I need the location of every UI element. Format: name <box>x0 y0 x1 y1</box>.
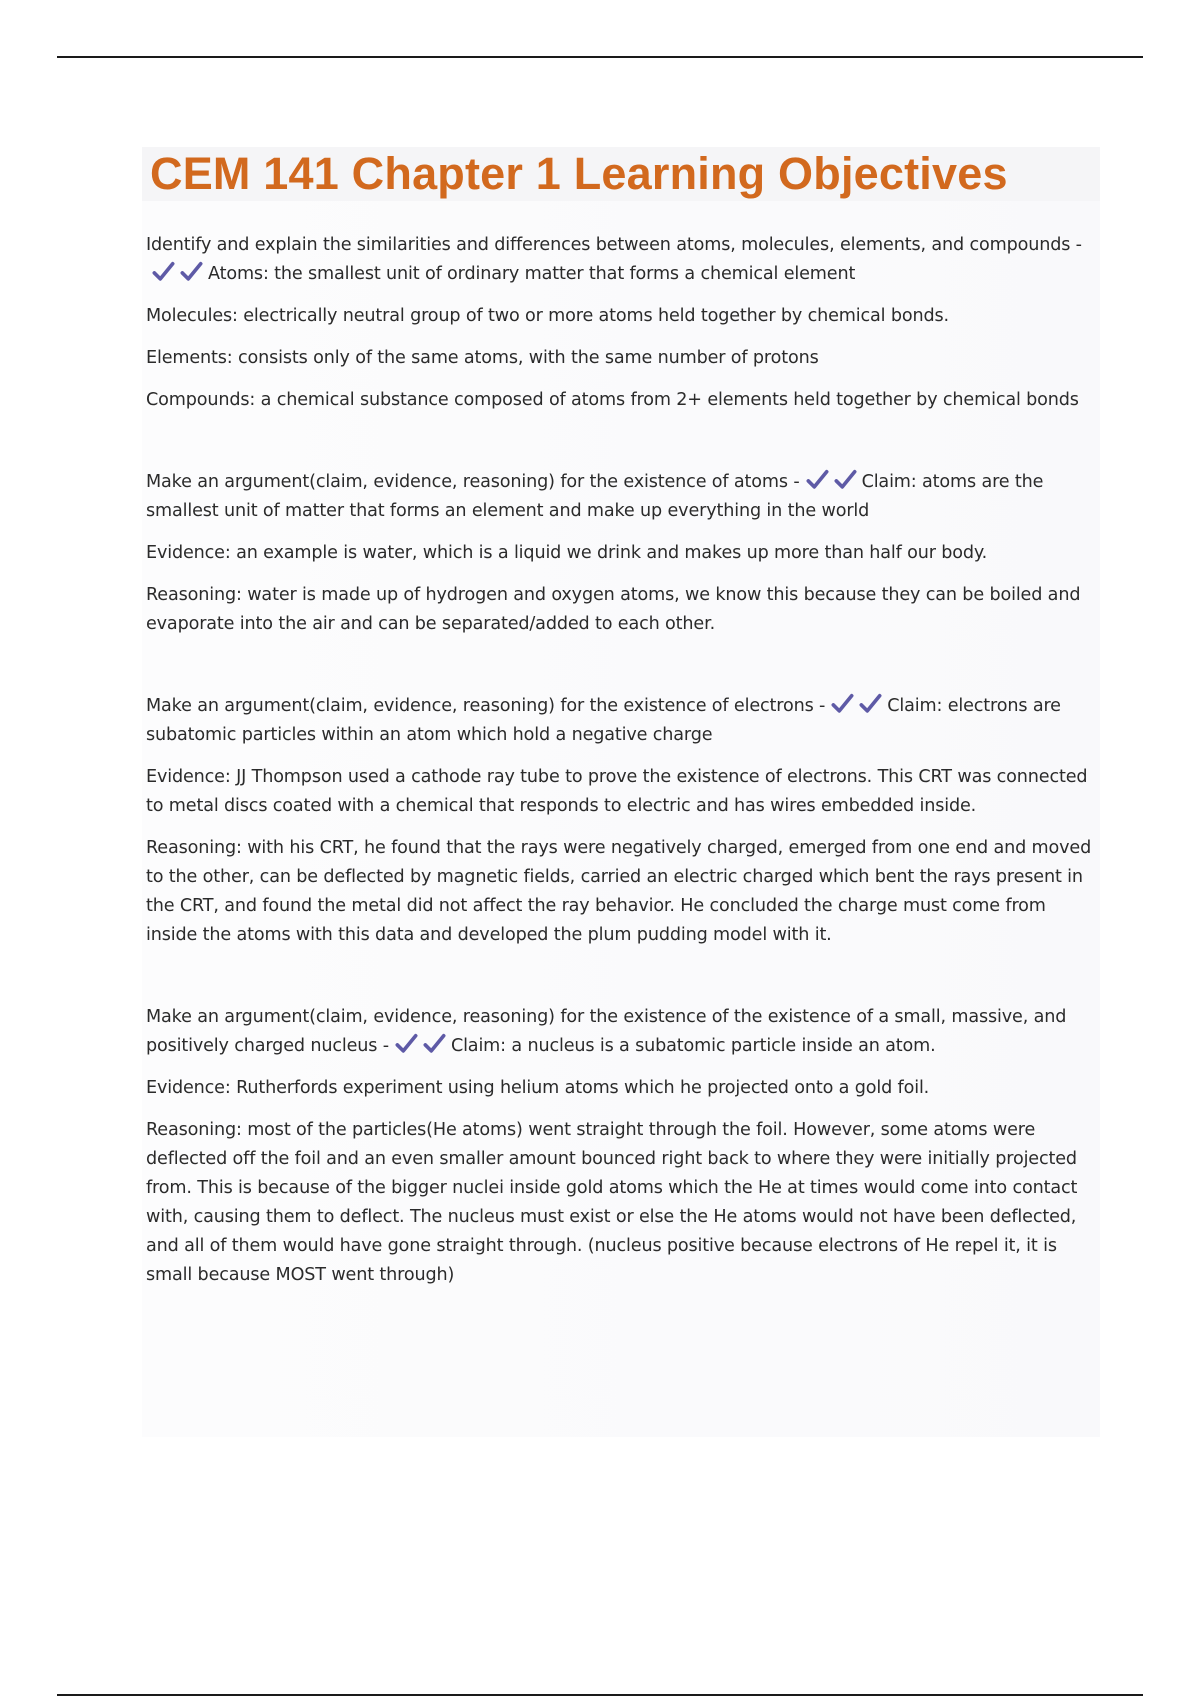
answer-lead: Claim: electrons are subatomic particles within an atom which hold a negative charge <box>146 696 1061 745</box>
answer-paragraph: Elements: consists only of the same atoms, with the same number of protons <box>146 348 819 368</box>
check-icon <box>834 469 857 491</box>
document-body <box>142 201 1100 1290</box>
answer-paragraph: Evidence: Rutherfords experiment using helium atoms which he projected onto a gold foil. <box>146 1078 930 1098</box>
check-icon <box>152 261 175 283</box>
question-paragraph <box>146 1003 1096 1061</box>
answer-paragraph: Reasoning: with his CRT, he found that the rays were negatively charged, emerged from one end and moved to the other, can be deflected by magnetic fields, carried an electric charged which bent the rays present in the CRT, and found the metal did not affect the ray behavior. He concluded the charge must come from inside the atoms with this data and developed the plum pudding model with it. <box>146 838 1092 945</box>
question-text: Make an argument(claim, evidence, reasoning) for the existence of the existence of a small, massive, and positively charged nucleus - <box>146 1007 1067 1056</box>
check-marks <box>806 469 857 491</box>
question-paragraph <box>146 468 1096 526</box>
section-atoms-argument <box>146 468 1096 639</box>
answer-paragraph: Compounds: a chemical substance composed of atoms from 2+ elements held together by chemical bonds <box>146 390 1079 410</box>
answer-paragraph: Evidence: JJ Thompson used a cathode ray tube to prove the existence of electrons. This CRT was connected to metal discs coated with a chemical that responds to electric and has wires embedded inside. <box>146 767 1088 816</box>
answer-paragraph: Reasoning: most of the particles(He atoms) went straight through the foil. However, some atoms were deflected off the foil and an even smaller amount bounced right back to where they were initially projected from. This is because of the bigger nuclei inside gold atoms which the He at times would come into contact with, causing them to deflect. The nucleus must exist or else the He atoms would not have been deflected, and all of them would have gone straight through. (nucleus positive because electrons of He repel it, it is small because MOST went through) <box>146 1120 1078 1285</box>
question-paragraph <box>146 692 1096 750</box>
document-content <box>142 147 1100 1437</box>
answer-paragraph: Evidence: an example is water, which is a liquid we drink and makes up more than half our body. <box>146 543 988 563</box>
question-text: Identify and explain the similarities and differences between atoms, molecules, elements, and compounds - <box>146 235 1082 255</box>
check-icon <box>180 261 203 283</box>
question-paragraph <box>146 231 1096 289</box>
answer-paragraph: Reasoning: water is made up of hydrogen and oxygen atoms, we know this because they can be boiled and evaporate into the air and can be separated/added to each other. <box>146 585 1081 634</box>
top-rule <box>57 56 1143 58</box>
section-atoms-molecules <box>146 231 1096 415</box>
answer-paragraph: Molecules: electrically neutral group of two or more atoms held together by chemical bonds. <box>146 306 949 326</box>
check-icon <box>831 693 854 715</box>
check-icon <box>859 693 882 715</box>
bottom-rule <box>57 1694 1143 1696</box>
page-title: CEM 141 Chapter 1 Learning Objectives <box>142 147 1100 201</box>
answer-lead: Atoms: the smallest unit of ordinary matter that forms a chemical element <box>208 264 856 284</box>
question-text: Make an argument(claim, evidence, reasoning) for the existence of electrons - <box>146 696 826 716</box>
question-text: Make an argument(claim, evidence, reasoning) for the existence of atoms - <box>146 472 800 492</box>
check-marks <box>395 1033 446 1055</box>
check-icon <box>806 469 829 491</box>
check-marks <box>831 693 882 715</box>
check-marks <box>152 261 203 283</box>
section-nucleus-argument <box>146 1003 1096 1290</box>
answer-lead: Claim: atoms are the smallest unit of matter that forms an element and make up everything in the world <box>146 472 1044 521</box>
check-icon <box>423 1033 446 1055</box>
check-icon <box>395 1033 418 1055</box>
section-electrons-argument <box>146 692 1096 950</box>
answer-lead: Claim: a nucleus is a subatomic particle inside an atom. <box>450 1036 936 1056</box>
